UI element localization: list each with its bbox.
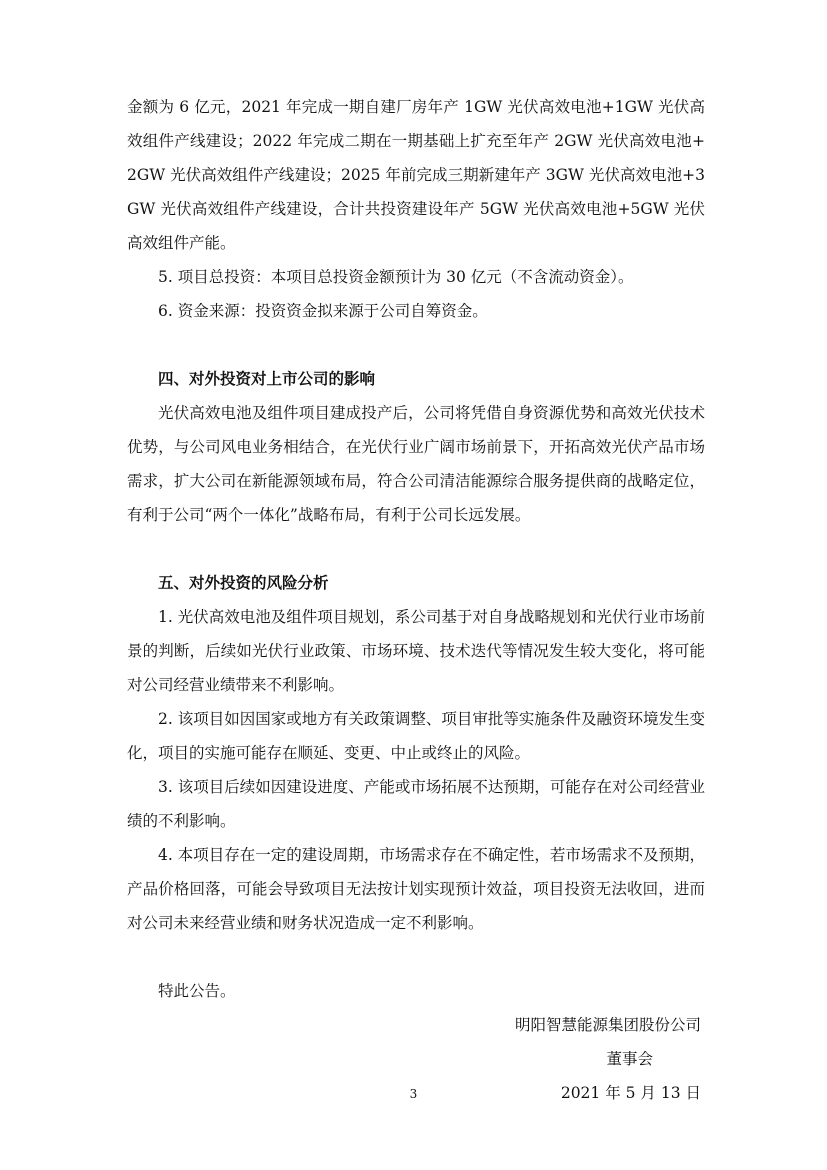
spacer [127,532,705,566]
section-heading-risk: 五、对外投资的风险分析 [158,573,329,592]
announcement-notice: 特此公告。 [158,982,236,1000]
risk-item-4: 4. 本项目存在一定的建设周期，市场需求存在不确定性，若市场需求不及预期，产品价格回落，可能会导致项目无法按计划实现预计效益，项目投资无法收回，进而对公司未来经营业绩和财务状况造成一定不利影响。 [127,846,705,932]
document-body [127,90,705,1110]
total-investment-item: 5. 项目总投资：本项目总投资金额预计为 30 亿元（不含流动资金）。 [158,268,634,286]
board-signature: 董事会 [606,1050,653,1068]
risk-item-3: 3. 该项目后续如因建设进度、产能或市场拓展不达预期，可能存在对公司经营业绩的不利影响。 [127,778,705,830]
announcement-date: 2021 年 5 月 13 日 [560,1084,701,1102]
funding-source-item: 6. 资金来源：投资资金拟来源于公司自筹资金。 [158,302,488,320]
risk-item-2: 2. 该项目如因国家或地方有关政策调整、项目审批等实施条件及融资环境发生变化，项目的实施可能存在顺延、变更、中止或终止的风险。 [127,710,705,762]
spacer [127,328,705,362]
risk-item-1: 1. 光伏高效电池及组件项目规划，系公司基于对自身战略规划和光伏行业市场前景的判断，后续如光伏行业政策、市场环境、技术迭代等情况发生较大变化，将可能对公司经营业绩带来不利影响。 [127,608,705,694]
investment-scale-paragraph: 金额为 6 亿元，2021 年完成一期自建厂房年产 1GW 光伏高效电池+1GW 光伏高效组件产线建设；2022 年完成二期在一期基础上扩充至年产 2GW 光伏高效电池+2GW 光伏高效组件产线建设；2025 年前完成三期新建年产 3GW 光伏高效电池+3GW 光伏高效组件产线建设，合计共投资建设年产 5GW 光伏高效电池+5GW 光伏高效组件产能。 [127,98,705,252]
spacer [127,940,705,974]
impact-paragraph: 光伏高效电池及组件项目建成投产后，公司将凭借自身资源优势和高效光伏技术优势，与公司风电业务相结合，在光伏行业广阔市场前景下，开拓高效光伏产品市场需求，扩大公司在新能源领域布局，符合公司清洁能源综合服务提供商的战略定位，有利于公司“两个一体化”战略布局，有利于公司长远发展。 [127,404,705,524]
section-heading-impact: 四、对外投资对上市公司的影响 [158,369,376,388]
page-number: 3 [409,1087,418,1101]
company-signature: 明阳智慧能源集团股份公司 [514,1016,701,1034]
